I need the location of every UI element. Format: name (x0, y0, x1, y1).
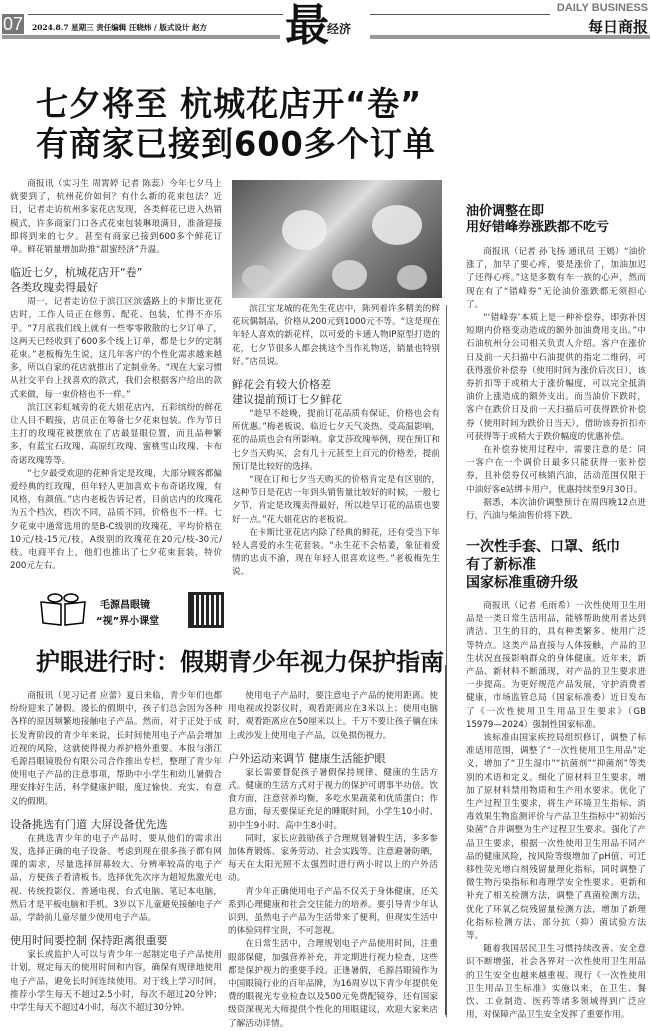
hygiene-headline-2: 有了新标准 (466, 557, 536, 573)
lead-subhead-1: 临近七夕，杭城花店开“卷” (10, 266, 143, 280)
issue-meta: 2024.8.7 星期三 责任编辑 汪晓炜 / 版式设计 赵方 (32, 23, 207, 32)
eye-headline: 护眼进行时：假期青少年视力保护指南 (36, 648, 444, 676)
paragraph: 商报讯（记者 毛雨希）一次性使用卫生用品是一类日常生活用品，能够帮助使用者达到清洁、卫生的目的，具有种类繁多、使用广泛等特点。这类产品直接与人体接触，产品的卫生状况直接影响群众的身体健康。近年来，新产品、新材料不断涌现，对产品的卫生要求进一步提高。为更好规范产品发展，守护消费者健康，市场监管总局（国家标准委）近日发布了《一次性使用卫生用品卫生要求》（GB 15979—2024）强制性国家标准。 (466, 601, 646, 730)
header-rule (28, 14, 283, 15)
paragraph: 在挑选青少年的电子产品时，要从他们的需求出发，选择正确的电子设备。考虑到现在很多孩子都有网课的需求，尽量选择屏幕较大、分辨率较高的电子产品，方便孩子看清板书。选择优先次序为超短焦激光电视、传统投影仪、普通电视、台式电脑、笔记本电脑，然后才是平板电脑和手机。3岁以下儿童避免接触电子产品，学龄前儿童尽量少使用电子产品。 (10, 833, 222, 924)
paragraph: 使用电子产品时，要注意电子产品的使用距离。使用电视或投影仪时，观看距离应在3米以上；使用电脑时，观看距离应在50厘米以上。千万不要让孩子躺在床上或沙发上使用电子产品，以免损伤视力。 (228, 691, 438, 741)
paragraph: 在卡斯比亚花店内除了经典的鲜花，还有受当下年轻人喜爱的永生花套装。“永生花不会枯萎，象征着爱情的忠贞不渝，现在年轻人很喜欢这些。”老板梅先生说。 (232, 527, 440, 578)
lead-article-column-1 (10, 178, 222, 573)
header-rule (2, 35, 280, 39)
ad-line-1: 毛源昌眼镜 (100, 600, 150, 611)
lead-subhead-2b: 建议提前预订七夕鲜花 (232, 393, 342, 407)
oil-article-body (466, 246, 646, 523)
lead-subhead-1b: 各类玫瑰卖得最好 (10, 281, 98, 295)
paragraph: 同时，家长应鼓励孩子合理规划暑假生活，多多参加体育锻炼、家务劳动、社会实践等。注意避暑防晒，每天在太阳光照不太强烈时进行两小时以上的户外活动。 (228, 833, 438, 884)
hygiene-headline-3: 国家标准重磅升级 (466, 575, 578, 591)
eye-article-column-2 (228, 690, 438, 1031)
lead-subhead-2: 鲜花会有较大价格差 (232, 378, 331, 392)
column-divider (445, 665, 447, 1015)
paragraph: 家长需要督促孩子暑假保持规律、健康的生活方式。健康的生活方式对于视力的保护可谓事半功倍。饮食方面，注意营养均衡，多吃水果蔬菜和优质蛋白；作息方面，每天要保证充足的睡眠时间，小学生10小时、初中生9小时、高中生8小时。 (228, 767, 438, 831)
paragraph: 在补偿券使用过程中，需要注意的是：同一客户在一个调价日最多只能获得一张补偿券，且补偿券仅可核销汽油，活动范围仅限于中油好客e站绑卡用户，优惠持续至9月30日。 (466, 445, 646, 495)
qr-code-icon[interactable] (188, 592, 224, 628)
paragraph: 青少年正确使用电子产品不仅关于身体健康，还关系到心理健康和社会交往能力的培养。要引导青少年认识到，虽然电子产品为生活带来了便利，但现实生活中的体验同样宝贵，不可忽视。 (228, 886, 438, 937)
paragraph: 随着我国居民卫生习惯持续改善、安全意识不断增强，社会各界对一次性使用卫生用品的卫生安全也越来越重视。现行《一次性使用卫生用品卫生标准》实施以来，在卫生、餐饮、工业制造、医药等诸多领域得到广泛应用，对保障产品卫生安全发挥了重要作用。 (466, 944, 646, 1021)
paragraph: 滨江区彩虹城旁的花大姐花店内，五彩缤纷的鲜花让人目不暇接，店员正在筹备七夕花束包装。作为节日主打的玫瑰花被摆放在了店最显眼位置，而且品种繁多，有蓝宝石玫瑰、高原红玫瑰、蜜桃雪山玫瑰、卡布奇诺玫瑰等等。 (10, 402, 222, 466)
page-number: 07 (2, 14, 24, 34)
hygiene-headline-1: 一次性手套、口罩、纸巾 (466, 539, 620, 555)
lead-article-column-2 (232, 303, 440, 580)
oil-headline-2: 用好错峰券涨跌都不吃亏 (466, 220, 610, 235)
lead-headline-1: 七夕将至 杭城花店开“卷” (36, 84, 423, 124)
flower-shop-photo (232, 180, 442, 298)
paragraph: 周一，记者走访位于滨江区滨盛路上的卡斯比亚花店时，工作人员正在修剪、配花、包装，忙得不亦乐乎。“7月底我们线上就有一些零零散散的七夕订单了，这两天已经收到了600多个线上订单，都是七夕的定制花束。”老板梅先生说，这几年客户的个性化需求越来越多，所以自家的花店就推出了定制业务。“现在大家习惯从社交平台上找喜欢的款式，我们会根据客户给出的款式来做，每一束价格也不一样。” (10, 297, 222, 400)
eye-subhead-1: 设备挑选有门道 大屏设备优先选 (10, 817, 168, 831)
eye-subhead-2: 使用时间要控制 保持距离很重要 (10, 934, 168, 948)
paragraph: 商报讯（记者 孙飞扬 通讯员 王嫣）“油价涨了，加早了要心疼，要是涨价了，加油加迟了还得心疼。”这是多数有车一族的心声，然而现在有了“错峰券”无论油价涨跌都无须担心了。 (466, 247, 646, 310)
paragraph: “趁早不趁晚，提前订花品质有保证，价格也会有所优惠。”梅老板说，临近七夕天气炎热，受高温影响，花的品质也会有所影响。拿艾莎玫瑰举例，现在预订和七夕当天购买，会有几十元甚至上百元的价格差，提前预订是比较好的选择。 (232, 409, 440, 472)
eye-subhead-3: 户外运动来调节 健康生活能护眼 (228, 751, 386, 765)
paragraph: “‘错峰券’本质上是一种补偿券，即弥补因短期内价格变动造成的额外加油费用支出。”中石油杭州分公司相关负责人介绍。客户在涨价日及前一天扫描中石油提供的指定二维码，可获得涨价补偿券（使用时间为涨价后次日），该券折扣等于或稍大于涨价幅度，可以完全抵消油价上涨造成的额外支出。而当油价下跌时，客户在跌价日及前一天扫描后可获得跌价补偿券（使用时间为跌价日当天），借助该券折扣亦可获得等于或稍大于跌价幅度的优惠补偿。 (466, 313, 646, 442)
section-name: 经济 (327, 22, 352, 36)
paragraph: 在日常生活中，合理规划电子产品使用时间，注重眼部保健，加强营养补充，并定期进行视力检查，这些都是保护视力的重要手段。正逢暑假，毛源昌眼镜作为中国眼镜行业的百年品牌，为16周岁以下青少年提供免费的眼视光专业检查以及500元免费配镜券，还有国家级资深视光大师提供个性化的用眼建议，欢迎大家来店了解活动详情。 (228, 939, 438, 1029)
lead-headline-2: 有商家已接到600多个订单 (36, 124, 436, 164)
paragraph: “现在订和七夕当天购买的价格肯定是有区别的，这种节日是花店一年到头销售量比较好的时候，一般七夕节，肯定是玫瑰卖得最好，所以趁早订花的品质也要好一点。”花大姐花店的老板说。 (232, 475, 440, 525)
paragraph: 该标准由国家疾控局组织修订，调整了标准适用范围，调整了“一次性使用卫生用品”定义，增加了“卫生湿巾”“抗菌剂”“抑菌剂”等类别的术语和定义。细化了原材料卫生要求，增加了原材料禁用物质和生产用水要求。优化了生产过程卫生要求，将生产环境卫生指标、消毒效果生物监测评价与产品卫生指标中“初始污染菌”合并调整为生产过程卫生要求。强化了产品卫生要求，根据一次性使用卫生用品不同产品的健康风险，按风险等级增加了pH值、可迁移性荧光增白剂残留量理化指标，同时调整了微生物污染指标和毒理学安全性要求。更新和补充了相关检测方法，调整了真菌检测方法，优化了环氧乙烷残留量检测方法，增加了新理化指标检测方法、部分抗（抑）菌试验方法等。 (466, 733, 646, 942)
oil-headline-1: 油价调整在即 (466, 204, 545, 219)
ad-line-2: “视”界小课堂 (96, 616, 160, 627)
paragraph: 滨江宝龙城的花先生花店中，陈列着许多精美的鲜花玩偶制品，价格从200元到1000元不等。“这是现在年轻人喜欢的新花样，以可爱的卡通人物IP原型打造的花，七夕节很多人都会挑这个当作礼物送，销量也特别好。”店员说。 (232, 304, 440, 367)
header-rule (370, 14, 550, 15)
eye-article-column-1 (10, 690, 222, 1015)
lead-intro: 商报讯（实习生 周霄婷 记者 陈蕊）今年七夕马上就要到了，杭州花价如何？有什么新的花束包法？近日，记者走访杭州多家花店发现，各类鲜花已进入热销模式，许多商家门口各式花束包装琳琅满目，准备迎接即将到来的七夕。甚至有商家已接到600多个鲜花订单。鲜花销量增加助推“甜蜜经济”升温。 (10, 179, 222, 256)
hygiene-headline (466, 538, 646, 592)
hygiene-article-body (466, 600, 646, 1023)
paper-name: 每日商报 (587, 18, 648, 36)
paragraph: 商报讯（见习记者 应蕾）夏日来临，青少年们也都纷纷迎来了暑假。漫长的假期中，孩子们总会因为各种各样的原因频繁地接触电子产品。然而，对于正处于成长发育阶段的青少年来说，长时间使用电子产品会增加近视的风险，这就使得视力养护格外重要。本报与浙江毛源昌眼镜股份有限公司合作推出专栏，整理了青少年使用电子产品的注意事项，帮助中小学生和幼儿暑假合理安排好生活，科学健康护眼，度过愉快、充实、有意义的假期。 (10, 691, 222, 807)
column-logo: 最 (285, 0, 329, 51)
paragraph: “七夕最受欢迎的花种肯定是玫瑰，大部分顾客都偏爱经典的红玫瑰，但年轻人更加喜欢卡布奇诺玫瑰，有风格，有颜值。”店内老板告诉记者，目前店内的玫瑰花为五个档次，档次不同，品质不同，价格也不一样。七夕花束中通常选用的是B-C级别的玫瑰花，平均价格在10元/枝-15元/枝，A级别的玫瑰花在20元/枝-30元/枝。电商平台上，他们也推出了七夕花束套装，特价200元左右。 (10, 468, 222, 572)
paragraph: 据悉，本次油价调整预计在周四晚12点进行，汽油与柴油售价将下跌。 (466, 497, 646, 522)
paper-english-name: DAILY BUSINESS (556, 2, 648, 14)
oil-headline (466, 204, 646, 236)
open-book-glasses-icon (38, 592, 88, 626)
paragraph: 家长或监护人可以与青少年一起制定电子产品使用计划，规定每天的使用时间和内容，确保有规律地使用电子产品，避免长时间连续使用。对于线上学习时间，推荐小学生每天不超过2.5小时，每次不超过20分钟；中学生每天不超过4小时，每次不超过30分钟。 (10, 950, 222, 1014)
